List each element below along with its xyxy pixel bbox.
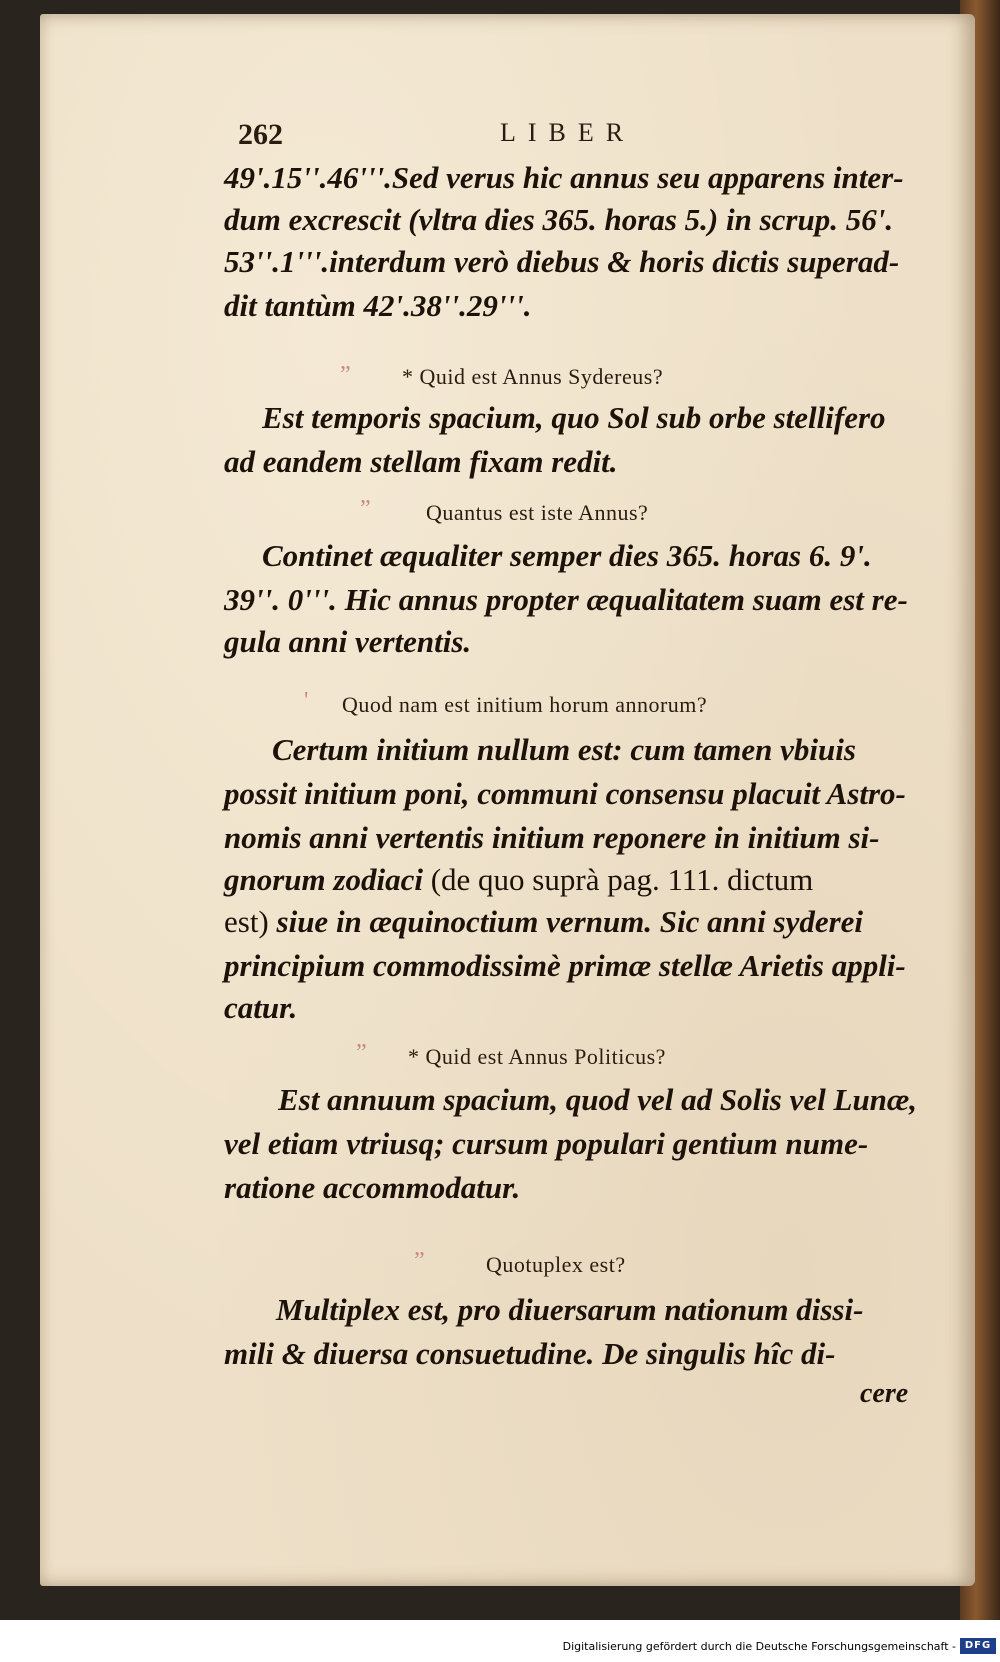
page-header — [238, 118, 878, 158]
answer-line-roman: (de quo suprà pag. 111. dictum — [430, 862, 814, 897]
margin-mark: ” — [340, 362, 351, 388]
text-line: 53''.1'''.interdum verò diebus & horis dictis superad- — [224, 244, 900, 279]
answer-line: Est temporis spacium, quo Sol sub orbe stellifero — [262, 400, 886, 435]
answer-line: ratione accommodatur. — [224, 1170, 521, 1205]
answer-line-italic: gnorum zodiaci — [224, 862, 431, 897]
answer-line: catur. — [224, 990, 298, 1025]
answer-line: ad eandem stellam fixam redit. — [224, 444, 618, 479]
page-number: 262 — [238, 118, 283, 151]
answer-line: Multiplex est, pro diuersarum nationum dissi- — [276, 1292, 864, 1327]
answer-line-italic: siue in æquinoctium vernum. Sic anni syderei — [276, 904, 864, 939]
running-head: LIBER — [500, 118, 636, 147]
funding-credit: Digitalisierung gefördert durch die Deutsche Forschungsgemeinschaft - — [562, 1640, 956, 1653]
text-line: dum excrescit (vltra dies 365. horas 5.) in scrup. 56'. — [224, 202, 894, 237]
answer-line: 39''. 0'''. Hic annus propter æqualitatem suam est re- — [224, 582, 908, 617]
answer-line: possit initium poni, communi consensu placuit Astro- — [224, 776, 906, 811]
answer-line: gula anni vertentis. — [224, 624, 472, 659]
margin-mark: ' — [304, 688, 309, 714]
catchword: cere — [860, 1378, 909, 1409]
question-heading: Quotuplex est? — [486, 1252, 626, 1277]
answer-line — [224, 862, 813, 898]
answer-line: Est annuum spacium, quod vel ad Solis vel Lunæ, — [278, 1082, 918, 1117]
text-line: 49'.15''.46'''.Sed verus hic annus seu apparens inter- — [224, 160, 904, 195]
answer-line: vel etiam vtriusq; cursum populari gentium nume- — [224, 1126, 869, 1161]
answer-line: nomis anni vertentis initium reponere in initium si- — [224, 820, 880, 855]
answer-line: mili & diuersa consuetudine. De singulis hîc di- — [224, 1336, 836, 1371]
question-heading: * Quid est Annus Politicus? — [408, 1044, 666, 1069]
margin-mark: ” — [414, 1248, 425, 1274]
text-line: dit tantùm 42'.38''.29'''. — [224, 288, 532, 323]
dfg-logo: DFG — [960, 1638, 996, 1654]
question-heading: Quantus est iste Annus? — [426, 500, 649, 525]
answer-line-roman: est) — [224, 904, 277, 939]
answer-line — [224, 904, 863, 940]
margin-mark: ” — [360, 496, 371, 522]
margin-mark: ” — [356, 1040, 367, 1066]
answer-line: principium commodissimè primæ stellæ Arietis appli- — [224, 948, 906, 983]
answer-line: Continet æqualiter semper dies 365. horas 6. 9'. — [262, 538, 872, 573]
digitization-footer — [0, 1634, 1000, 1662]
question-heading: Quod nam est initium horum annorum? — [342, 692, 708, 717]
question-heading: * Quid est Annus Sydereus? — [402, 364, 664, 389]
answer-line: Certum initium nullum est: cum tamen vbiuis — [272, 732, 856, 767]
